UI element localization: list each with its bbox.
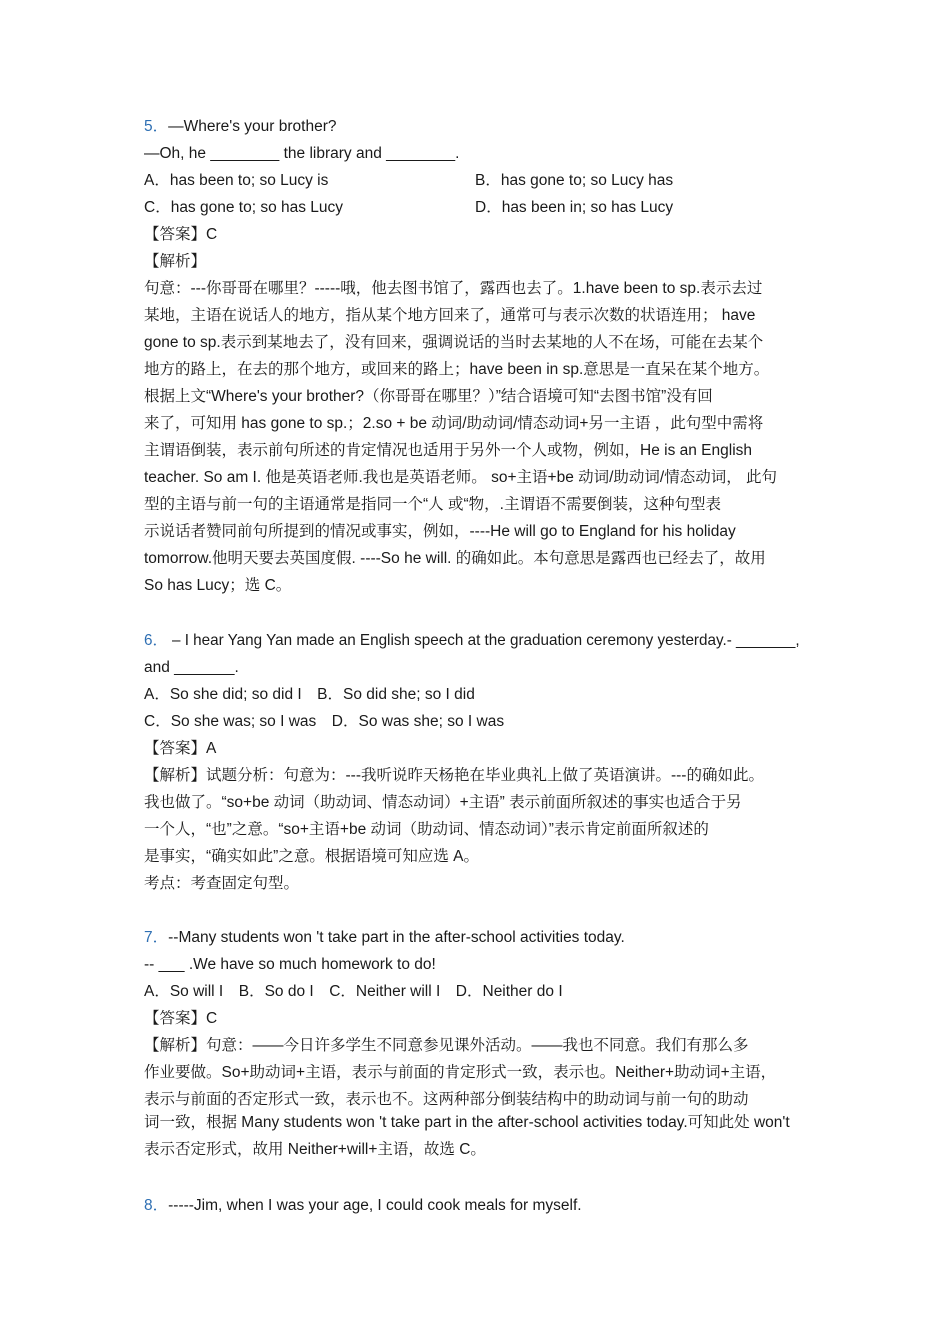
q7-analysis-line: 表示与前面的否定形式一致，表示也不。这两种部分倒装结构中的助动词与前一句的助动 xyxy=(144,1091,749,1108)
q5-option-d: D．has been in; so has Lucy xyxy=(475,199,674,216)
q6-analysis-line: 一个人，“也”之意。“so+主语+be 动词（助动词、情态动词）”表示肯定前面所叙述的 xyxy=(144,821,709,838)
q7-analysis-line: 作业要做。So+助动词+主语，表示与前面的肯定形式一致，表示也。Neither+助动词+主语， xyxy=(144,1064,777,1081)
q5-analysis-line: 型的主语与前一句的主语通常是指同一个“人 或“物，.主谓语不需要倒装，这种句型表 xyxy=(144,496,721,513)
q5-analysis-line: teacher. So am I. 他是英语老师.我也是英语老师。 so+主语+be 动词/助动词/情态动词， 此句 xyxy=(144,469,778,486)
q5-analysis-line: tomorrow.他明天要去英国度假. ----So he will. 的确如此。本句意思是露西也已经去了，故用 xyxy=(144,550,766,567)
q5-analysis-line: So has Lucy；选 C。 xyxy=(144,577,292,594)
q5-stem2: —Oh, he ________ the library and ________. xyxy=(144,145,460,162)
q8-stem: 8．-----Jim, when I was your age, I could cook meals for myself. xyxy=(144,1197,582,1214)
q8-number: 8． xyxy=(144,1197,169,1214)
q7-stem2: -- ___ .We have so much homework to do! xyxy=(144,956,436,973)
q5-analysis-line: gone to sp.表示到某地去了，没有回来，强调说话的当时去某地的人不在场，可能在去某个 xyxy=(144,334,764,351)
q6-kaodian: 考点：考查固定句型。 xyxy=(144,875,300,892)
q5-number: 5． xyxy=(144,118,169,135)
q6-stem: 6． – I hear Yang Yan made an English speech at the graduation ceremony yesterday.- _______, xyxy=(144,632,800,649)
q6-analysis-line: 是事实，“确实如此”之意。根据语境可知应选 A。 xyxy=(144,848,479,865)
q6-analysis-line: 我也做了。“so+be 动词（助动词、情态动词）+主语” 表示前面所叙述的事实也适合于另 xyxy=(144,794,742,811)
q7-analysis-line: 词一致，根据 Many students won 't take part in the after-school activities today.可知此处 won't xyxy=(144,1114,790,1131)
q6-answer: 【答案】A xyxy=(144,740,217,757)
q7-options: A．So will I B．So do I C．Neither will I D．Neither do I xyxy=(144,983,563,1000)
q5-analysis-line: 示说话者赞同前句所提到的情况或事实，例如，----He will go to England for his holiday xyxy=(144,523,736,540)
q5-analysis-label: 【解析】 xyxy=(144,253,207,270)
q5-analysis-line: 主谓语倒装，表示前句所述的肯定情况也适用于另外一个人或物，例如，He is an English xyxy=(144,442,753,459)
q5-answer: 【答案】C xyxy=(144,226,218,243)
q7-analysis-line: 【解析】句意：——今日许多学生不同意参见课外活动。——我也不同意。我们有那么多 xyxy=(144,1037,749,1054)
q5-analysis-line: 来了，可知用 has gone to sp.；2.so + be 动词/助动词/情态动词+另一主语 ，此句型中需将 xyxy=(144,415,764,432)
q6-analysis-line: 【解析】试题分析：句意为：---我听说昨天杨艳在毕业典礼上做了英语演讲。---的确如此。 xyxy=(144,767,764,784)
q7-number: 7． xyxy=(144,929,169,946)
q5-stem: 5．—Where's your brother? xyxy=(144,118,337,135)
q5-analysis-line: 某地，主语在说话人的地方，指从某个地方回来了，通常可与表示次数的状语连用； have xyxy=(144,307,756,324)
q7-blank: ___ xyxy=(158,956,185,973)
q6-options-ab: A．So she did; so did I B．So did she; so I did xyxy=(144,686,475,703)
q6-number: 6． xyxy=(144,632,168,649)
q6-stem2: and _______. xyxy=(144,659,239,676)
q6-options-cd: C．So she was; so I was D．So was she; so I was xyxy=(144,713,505,730)
q5-analysis-line: 地方的路上，在去的那个地方，或回来的路上；have been in sp.意思是一直呆在某个地方。 xyxy=(144,361,770,378)
q5-analysis-line: 句意：---你哥哥在哪里？-----哦，他去图书馆了，露西也去了。1.have been to sp.表示去过 xyxy=(144,280,763,297)
q7-stem: 7．--Many students won 't take part in the after-school activities today. xyxy=(144,929,625,946)
q7-answer: 【答案】C xyxy=(144,1010,218,1027)
q5-analysis-line: 根据上文“Where's your brother?（你哥哥在哪里？）”结合语境可知“去图书馆”没有回 xyxy=(144,388,713,405)
q5-option-a: A．has been to; so Lucy is xyxy=(144,172,329,189)
q7-analysis-line: 表示否定形式，故用 Neither+will+主语，故选 C。 xyxy=(144,1141,486,1158)
q5-option-b: B．has gone to; so Lucy has xyxy=(475,172,674,189)
q5-option-c: C．has gone to; so has Lucy xyxy=(144,199,344,216)
